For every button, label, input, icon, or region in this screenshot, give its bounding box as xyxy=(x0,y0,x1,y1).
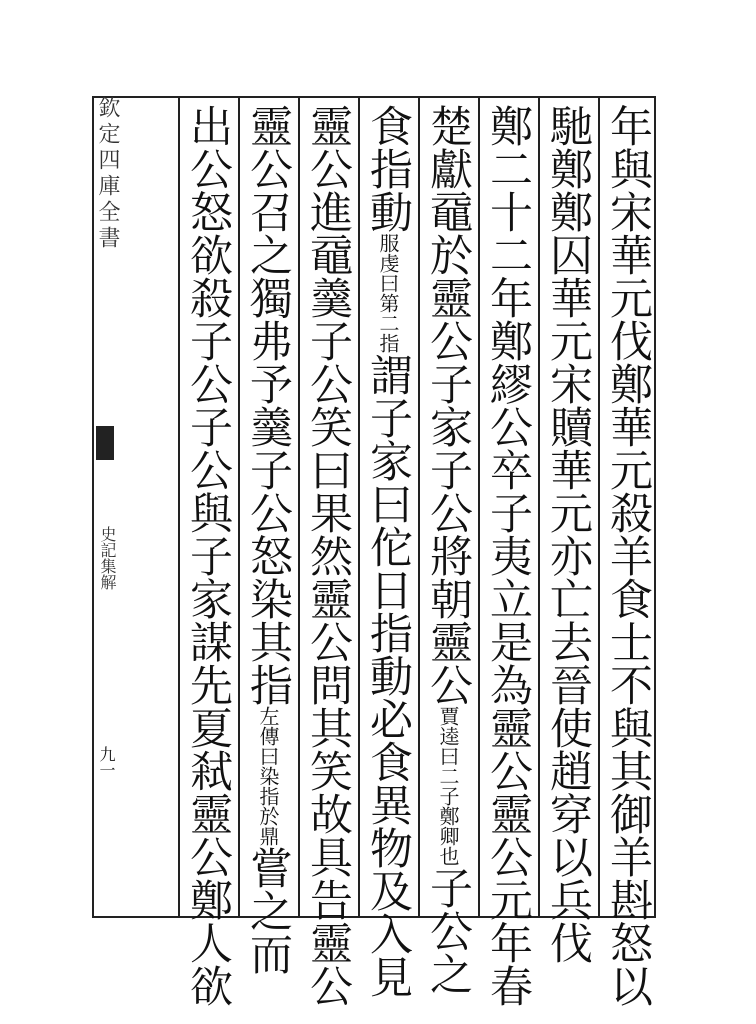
fish-tail-mark xyxy=(96,426,114,460)
text-column-5 xyxy=(362,104,414,998)
text-column-4 xyxy=(422,104,474,995)
column-rule xyxy=(298,96,300,918)
column-text: 鄭二十二年鄭繆公卒子夷立是為靈公靈公元年春 xyxy=(483,104,533,1007)
commentary-note: 服虔曰第二指 xyxy=(376,233,400,353)
page-margin xyxy=(96,96,118,918)
text-column-3 xyxy=(482,104,534,1007)
gutter-title: 欽定四庫全書 xyxy=(95,96,120,252)
text-column-7 xyxy=(242,104,294,975)
column-text: 靈公進黿羹子公笑曰果然靈公問其笑故具告靈公 xyxy=(303,104,353,1007)
column-text-before: 食指動 xyxy=(363,104,413,233)
page-number: 九一 xyxy=(97,746,116,778)
column-text-after: 子公之 xyxy=(423,866,473,995)
column-rule xyxy=(478,96,480,918)
column-text: 年與宋華元伐鄭華元殺羊食士不與其御羊斟怒以 xyxy=(603,104,653,1007)
commentary-note: 左傳曰染指於鼎 xyxy=(256,706,280,846)
column-rule xyxy=(538,96,540,918)
column-rule xyxy=(358,96,360,918)
column-text: 謂子家曰佗日指動必食異物及入見 xyxy=(363,353,413,998)
column-rule xyxy=(178,96,180,918)
column-text: 出公怒欲殺子公子公與子家謀先夏弒靈公鄭人欲 xyxy=(183,104,233,1007)
column-rule xyxy=(418,96,420,918)
column-rule xyxy=(598,96,600,918)
column-text: 馳鄭鄭囚華元宋贖華元亦亡去晉使趙穿以兵伐 xyxy=(543,104,593,964)
text-column-1 xyxy=(602,104,654,1007)
column-text-after: 嘗之而 xyxy=(243,846,293,975)
book-title: 史記集解 xyxy=(98,526,117,590)
text-column-2 xyxy=(542,104,594,964)
commentary-note: 賈逵曰二子鄭卿也 xyxy=(436,706,460,866)
column-rule xyxy=(238,96,240,918)
text-column-6 xyxy=(302,104,354,1007)
column-text: 楚獻黿於靈公子家子公將朝靈公 xyxy=(423,104,473,706)
text-column-8 xyxy=(182,104,234,1007)
column-text: 靈公召之獨弗予羹子公怒染其指 xyxy=(243,104,293,706)
